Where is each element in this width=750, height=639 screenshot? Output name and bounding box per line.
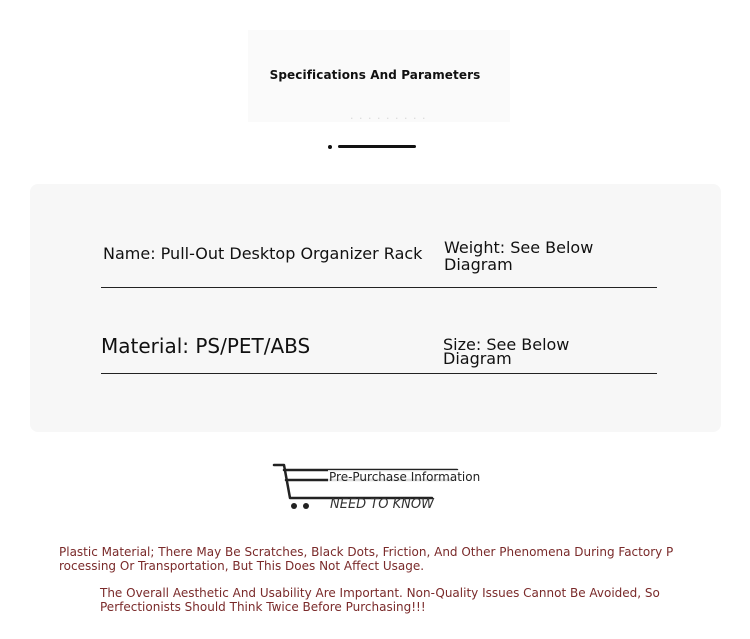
spec-section-title: Specifications And Parameters [269,68,481,82]
divider-dot [328,145,332,149]
notice-text-2: The Overall Aesthetic And Usability Are Important. Non-Quality Issues Cannot Be Avoided, So Perfectionists Should Think Twice Before Purchasing!!! [100,586,660,614]
pre-purchase-title: Pre-Purchase Information [329,470,481,484]
spec-divider-2 [101,373,657,374]
spec-size: Size: See Below Diagram [443,335,570,368]
need-to-know-lettering: NEED TO KNOW [330,497,434,512]
spec-divider-1 [101,287,657,288]
spec-panel [30,184,721,432]
spec-material: Material: PS/PET/ABS [101,334,311,358]
spec-weight: Weight: See Below Diagram [444,238,594,274]
faded-subtitle: · · · · · · · · · [350,112,427,125]
notice-text-1: Plastic Material; There May Be Scratches, Black Dots, Friction, And Other Phenomena During Factory Processing Or Transportation, But This Does Not Affect Usage. [59,545,674,573]
spec-name: Name: Pull-Out Desktop Organizer Rack [103,244,423,263]
divider-bar [338,145,416,148]
